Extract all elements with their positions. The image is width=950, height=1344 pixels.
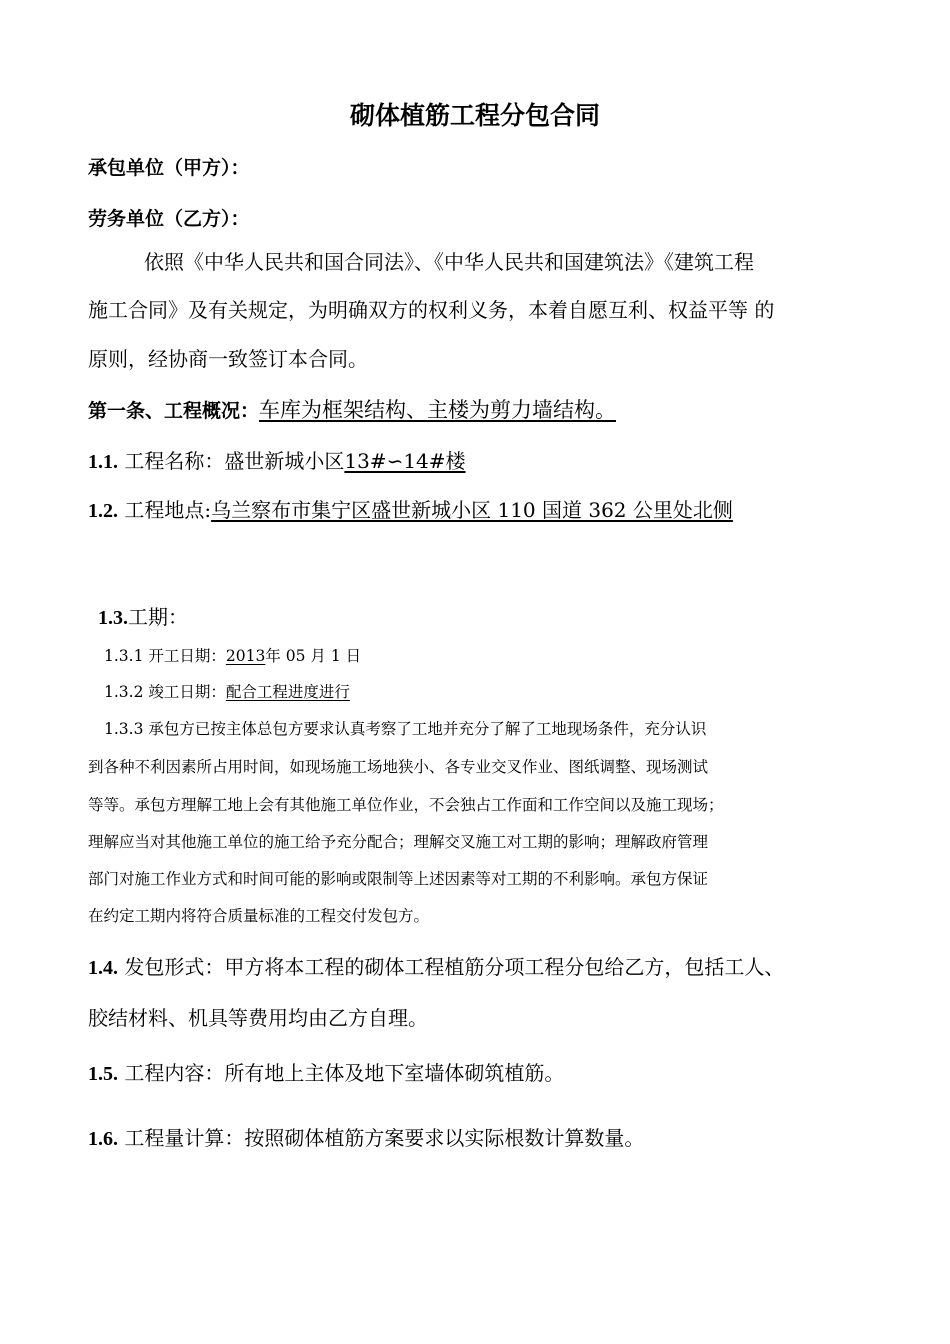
item-label: 工程地点: [124, 498, 212, 522]
article-1-summary: 车库为框架结构、主楼为剪力墙结构。 [259, 398, 617, 422]
item-label: 工期： [128, 605, 188, 629]
item-1-3-3-line-4: 理解应当对其他施工单位的施工给予充分配合；理解交叉施工对工期的影响；理解政府管理 [88, 833, 709, 851]
party-a-label: 承包单位（甲方）： [88, 157, 250, 179]
item-number: 1.2. [88, 500, 118, 522]
item-1-3-3-line-3: 等等。承包方理解工地上会有其他施工单位作业，不会独占工作面和工作空间以及施工现场； [88, 796, 724, 814]
project-name-value: 13#∽14#楼 [344, 449, 466, 473]
article-1-heading: 第一条、工程概况： [88, 400, 260, 422]
item-1-2 [88, 498, 733, 523]
item-number: 1.4. [88, 957, 118, 979]
project-location-value: 乌兰察布市集宁区盛世新城小区 110 国道 362 公里处北侧 [211, 498, 733, 522]
preamble-line-3: 原则，经协商一致签订本合同。 [88, 347, 368, 371]
item-label: 工程名称：盛世新城小区 [124, 449, 345, 473]
item-1-3-3-line-2: 到各种不利因素所占用时间，如现场施工场地狭小、各专业交叉作业、图纸调整、现场测试 [88, 758, 709, 776]
item-text: 工程内容：所有地上主体及地下室墙体砌筑植筋。 [124, 1061, 565, 1085]
document-title: 砌体植筋工程分包合同 [349, 101, 600, 130]
item-1-5 [88, 1061, 564, 1086]
item-text: 工程量计算：按照砌体植筋方案要求以实际根数计算数量。 [124, 1126, 645, 1150]
item-1-3 [98, 605, 188, 630]
preamble-line-2: 施工合同》及有关规定，为明确双方的权利义务，本着自愿互利、权益平等 的 [88, 298, 775, 322]
item-1-6 [88, 1126, 644, 1151]
item-number: 1.6. [88, 1128, 118, 1150]
item-number: 1.1. [88, 451, 118, 473]
start-date-year: 2013 [225, 647, 266, 665]
item-1-4-line-1 [88, 955, 784, 980]
start-date-label: 1.3.1 开工日期： [104, 647, 226, 665]
article-1-heading-line [88, 398, 616, 423]
item-1-3-2 [104, 682, 350, 702]
item-1-1 [88, 449, 466, 474]
preamble-line-1: 依照《中华人民共和国合同法》、《中华人民共和国建筑法》《建筑工程 [144, 250, 754, 274]
item-number: 1.3. [98, 607, 128, 629]
item-text: 发包形式：甲方将本工程的砌体工程植筋分项工程分包给乙方，包括工人、 [124, 955, 785, 979]
item-1-3-3-line-6: 在约定工期内将符合质量标准的工程交付发包方。 [88, 907, 430, 925]
item-1-3-1 [104, 646, 361, 666]
party-b-label: 劳务单位（乙方）： [88, 208, 250, 230]
end-date-label: 1.3.2 竣工日期： [104, 683, 226, 701]
item-1-3-3-line-1: 1.3.3 承包方已按主体总包方要求认真考察了工地并充分了解了工地现场条件，充分认识 [104, 720, 707, 738]
end-date-value: 配合工程进度进行 [225, 683, 350, 701]
start-date-rest: 年 05 月 1 日 [265, 647, 362, 665]
item-number: 1.5. [88, 1063, 118, 1085]
item-1-4-line-2: 胶结材料、机具等费用均由乙方自理。 [88, 1006, 428, 1030]
item-1-3-3-line-5: 部门对施工作业方式和时间可能的影响或限制等上述因素等对工期的不利影响。承包方保证 [88, 870, 709, 888]
